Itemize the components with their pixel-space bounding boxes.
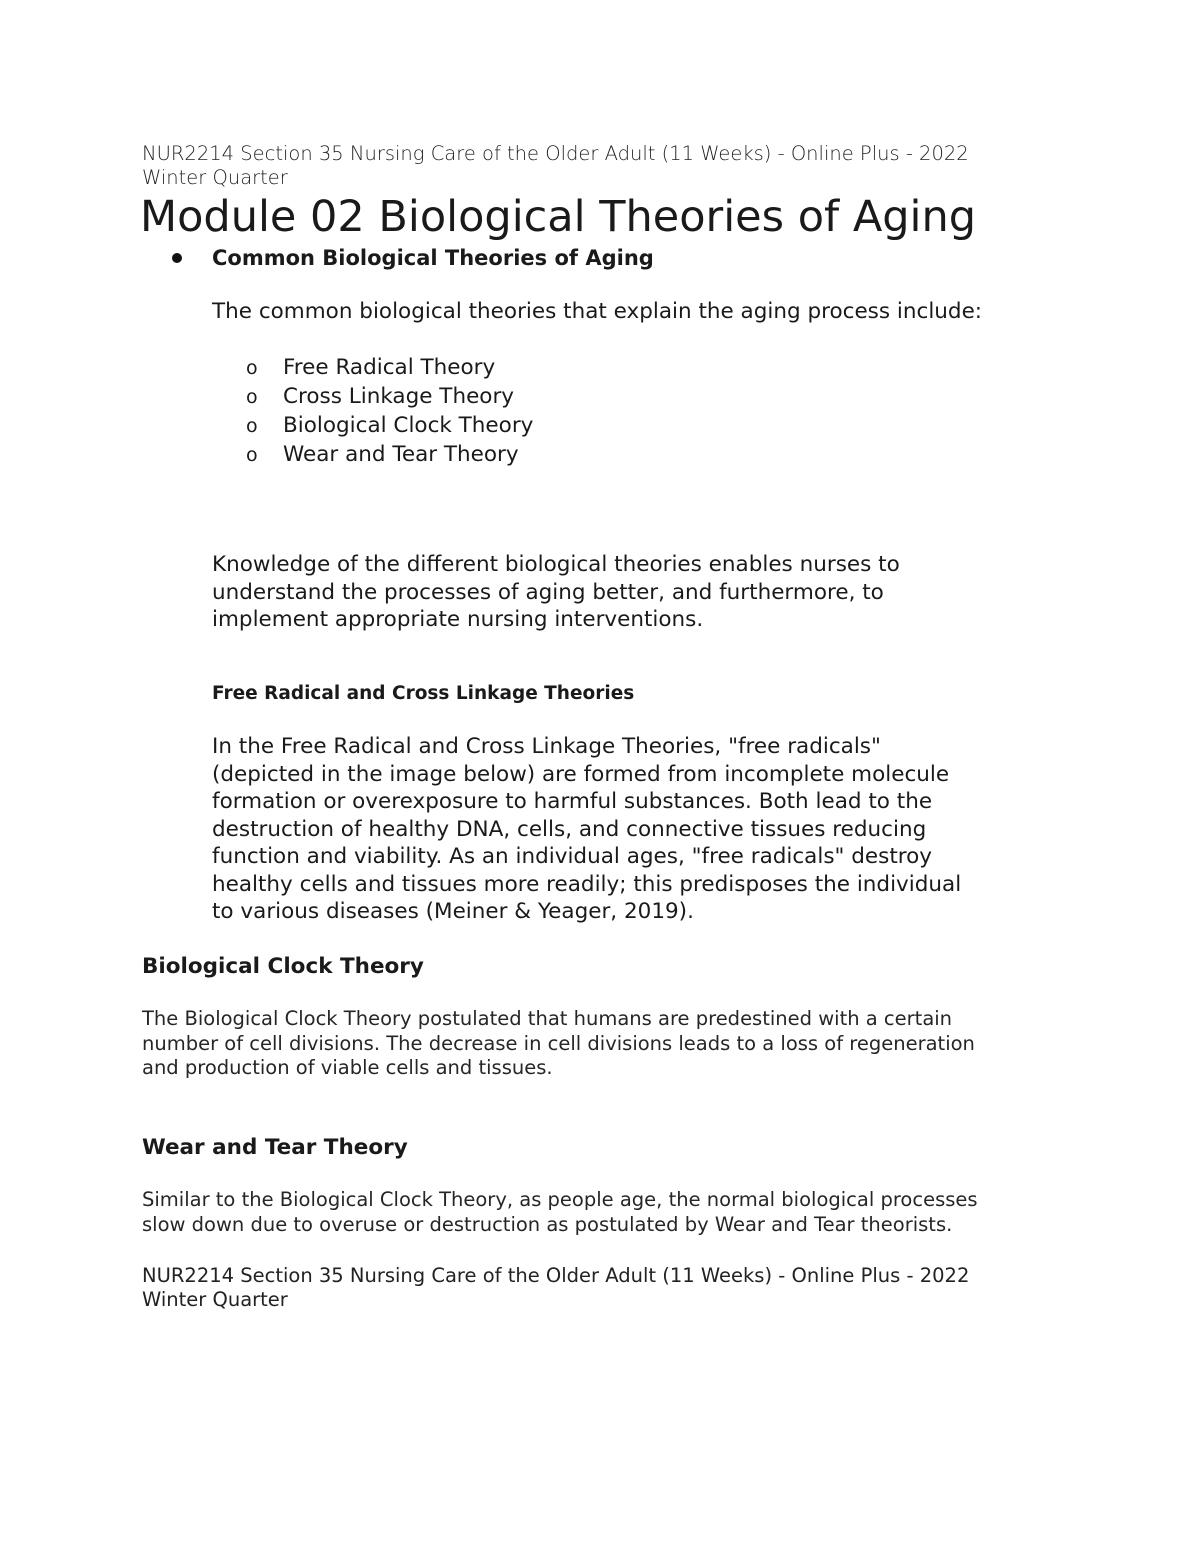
course-footer-line-2: Winter Quarter [142,1288,288,1311]
bullet-dot-icon [172,253,182,263]
wear-tear-heading: Wear and Tear Theory [142,1135,408,1160]
course-footer-line-1: NUR2214 Section 35 Nursing Care of the Older Adult (11 Weeks) - Online Plus - 2022 [142,1264,970,1287]
course-header-line-2: Winter Quarter [142,166,288,189]
paragraph-line: Knowledge of the different biological theories enables nurses to [212,552,900,577]
module-title: Module 02 Biological Theories of Aging [140,192,977,242]
course-header [142,142,1042,190]
paragraph-line: healthy cells and tissues more readily; this predisposes the individual [212,871,962,897]
intro-text: The common biological theories that explain the aging process include: [212,299,983,324]
paragraph-line: Similar to the Biological Clock Theory, as people age, the normal biological processes [142,1188,978,1211]
circle-bullet-icon: o [246,414,258,437]
theory-list-item [246,440,533,469]
circle-bullet-icon: o [246,356,258,379]
biological-clock-paragraph [142,1007,1042,1081]
free-radical-heading: Free Radical and Cross Linkage Theories [212,683,635,704]
paragraph-line: slow down due to overuse or destruction as postulated by Wear and Tear theorists. [142,1212,953,1236]
paragraph-line: function and viability. As an individual ages, "free radicals" destroy [212,844,933,869]
paragraph-line: and production of viable cells and tissues. [142,1056,553,1079]
theory-list [246,353,533,469]
paragraph-line: In the Free Radical and Cross Linkage Theories, "free radicals" [212,734,881,759]
theory-list-item [246,411,533,440]
paragraph-line: understand the processes of aging better, and furthermore, to [212,579,884,605]
paragraph-line: (depicted in the image below) are formed from incomplete molecule [212,761,950,787]
circle-bullet-icon: o [246,443,258,466]
theory-label: Free Radical Theory [283,355,496,380]
paragraph-line: destruction of healthy DNA, cells, and connective tissues reducing [212,816,927,842]
paragraph-line: number of cell divisions. The decrease in cell divisions leads to a loss of regeneration [142,1031,975,1055]
paragraph-line: formation or overexposure to harmful substances. Both lead to the [212,789,933,814]
theory-label: Cross Linkage Theory [283,384,515,409]
theory-label: Wear and Tear Theory [283,442,519,467]
biological-clock-heading: Biological Clock Theory [142,954,424,979]
theory-label: Biological Clock Theory [283,413,534,438]
course-footer [142,1264,1042,1312]
theory-list-item [246,382,533,411]
course-header-line-1: NUR2214 Section 35 Nursing Care of the Older Adult (11 Weeks) - Online Plus - 2022 [142,142,969,165]
paragraph-line: The Biological Clock Theory postulated that humans are predestined with a certain [142,1007,953,1030]
bullet-item [172,244,654,272]
paragraph-line: to various diseases (Meiner & Yeager, 2019). [212,899,694,924]
bullet-label: Common Biological Theories of Aging [212,246,654,270]
wear-tear-paragraph [142,1188,1042,1237]
circle-bullet-icon: o [246,385,258,408]
paragraph-line: implement appropriate nursing interventions. [212,607,704,632]
theory-list-item [246,353,533,382]
free-radical-paragraph [212,733,1052,926]
knowledge-paragraph [212,551,1012,634]
